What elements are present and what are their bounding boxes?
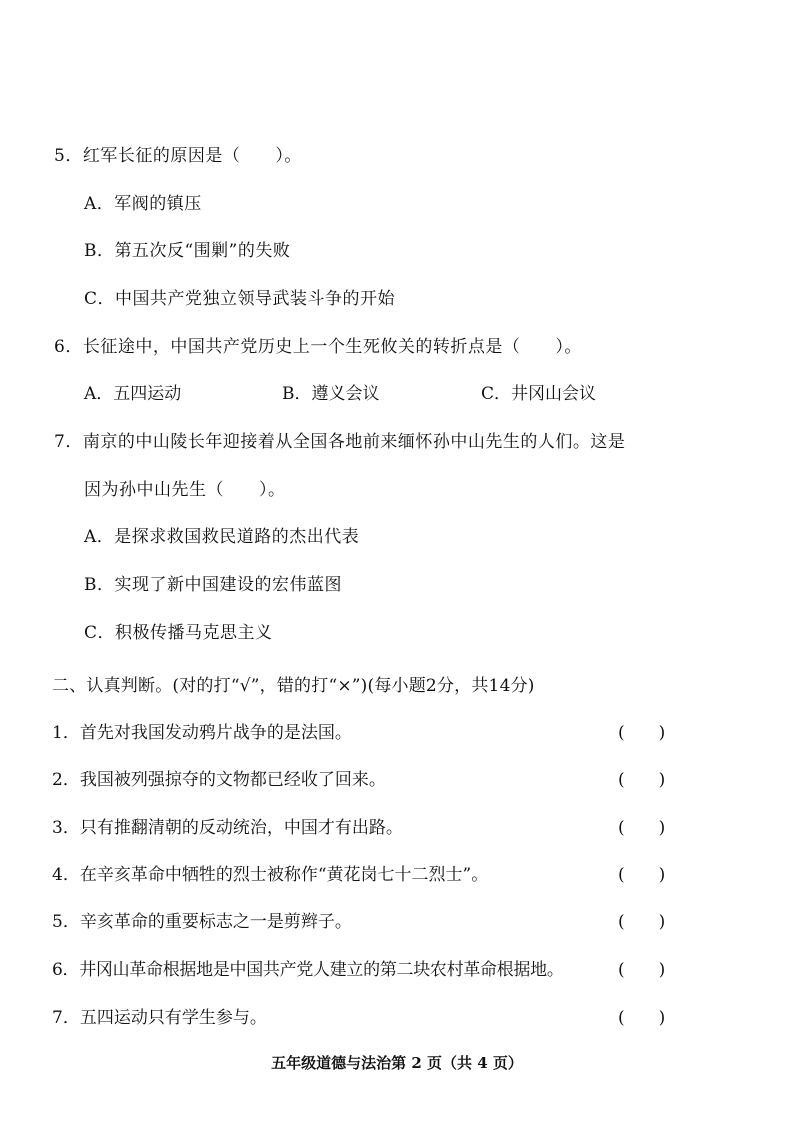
page-footer: 五年级道德与法治第 2 页（共 4 页） (271, 1054, 523, 1072)
answer-blank: ( ) (618, 960, 666, 980)
judge-item-text: 3．只有推翻清朝的反动统治，中国才有出路。 (52, 818, 403, 838)
answer-blank: ( ) (618, 1008, 666, 1028)
question-7-option-a: A．是探求救国救民道路的杰出代表 (84, 527, 360, 547)
judge-item-3 (52, 817, 692, 839)
question-6-option-b: B．遵义会议 (282, 384, 380, 404)
judge-item-text: 1．首先对我国发动鸦片战争的是法国。 (52, 723, 352, 743)
answer-blank: ( ) (618, 723, 666, 743)
answer-blank: ( ) (618, 770, 666, 790)
judge-item-text: 7．五四运动只有学生参与。 (52, 1008, 267, 1028)
judge-item-4 (52, 864, 692, 886)
question-7-stem-line1: 7．南京的中山陵长年迎接着从全国各地前来缅怀孙中山先生的人们。这是 (54, 432, 626, 452)
judge-item-7 (52, 1007, 692, 1029)
question-7-stem-line2: 因为孙中山先生（ ）。 (84, 480, 286, 500)
question-5-option-b: B．第五次反“围剿”的失败 (84, 241, 291, 261)
question-6-stem: 6．长征途中，中国共产党历史上一个生死攸关的转折点是（ ）。 (54, 337, 582, 357)
judge-item-text: 5．辛亥革命的重要标志之一是剪辫子。 (52, 912, 352, 932)
judge-item-2 (52, 769, 692, 791)
question-5-option-c: C．中国共产党独立领导武装斗争的开始 (84, 289, 396, 309)
answer-blank: ( ) (618, 865, 666, 885)
judge-item-text: 2．我国被列强掠夺的文物都已经收了回来。 (52, 770, 386, 790)
judge-item-text: 4．在辛亥革命中牺牲的烈士被称作“黄花岗七十二烈士”。 (52, 865, 489, 885)
question-5-option-a: A．军阀的镇压 (84, 194, 202, 214)
answer-blank: ( ) (618, 912, 666, 932)
question-7-option-b: B．实现了新中国建设的宏伟蓝图 (84, 575, 342, 595)
section-2-heading: 二、认真判断。(对的打“√”，错的打“×”)(每小题2分，共14分) (52, 676, 535, 696)
question-6-option-c: C．井冈山会议 (481, 384, 597, 404)
judge-item-6 (52, 959, 692, 981)
question-6-option-a: A．五四运动 (84, 384, 182, 404)
question-7-option-c: C．积极传播马克思主义 (84, 623, 273, 643)
answer-blank: ( ) (618, 818, 666, 838)
question-5-stem: 5．红军长征的原因是（ ）。 (54, 146, 302, 166)
judge-item-text: 6．井冈山革命根据地是中国共产党人建立的第二块农村革命根据地。 (52, 960, 564, 980)
judge-item-5 (52, 911, 692, 933)
judge-item-1 (52, 722, 692, 744)
